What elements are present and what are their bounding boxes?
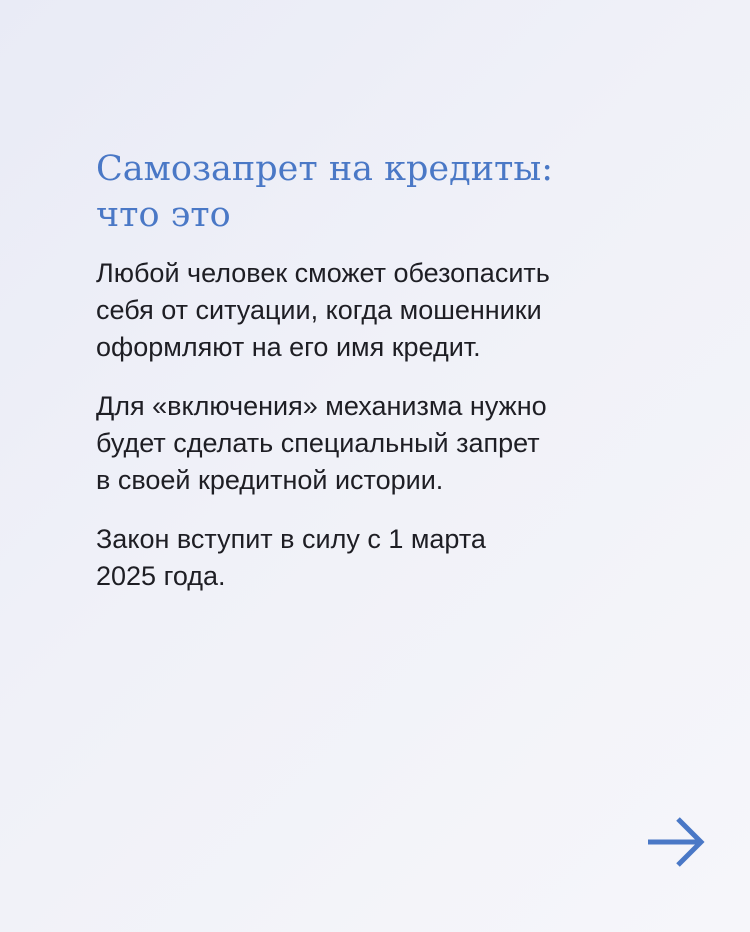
- slide-title-line: Самозапрет на кредиты:: [96, 149, 554, 189]
- paragraph-line: Для «включения» механизма нужно: [96, 391, 547, 421]
- next-slide-button[interactable]: [644, 814, 706, 870]
- paragraph-line: 2025 года.: [96, 561, 226, 591]
- paragraph-line: будет сделать специальный запрет: [96, 428, 540, 458]
- paragraph: [96, 521, 686, 595]
- slide-title-line: что это: [96, 195, 231, 235]
- paragraph-line: Закон вступит в силу с 1 марта: [96, 524, 486, 554]
- paragraph-line: Любой человек сможет обезопасить: [96, 258, 550, 288]
- paragraph-line: себя от ситуации, когда мошенники: [96, 295, 542, 325]
- slide-body: [96, 255, 686, 617]
- slide-title: [96, 146, 696, 238]
- paragraph: [96, 388, 686, 499]
- arrow-right-icon: [644, 814, 706, 870]
- paragraph-line: в своей кредитной истории.: [96, 465, 444, 495]
- paragraph-line: оформляют на его имя кредит.: [96, 332, 481, 362]
- paragraph: [96, 255, 686, 366]
